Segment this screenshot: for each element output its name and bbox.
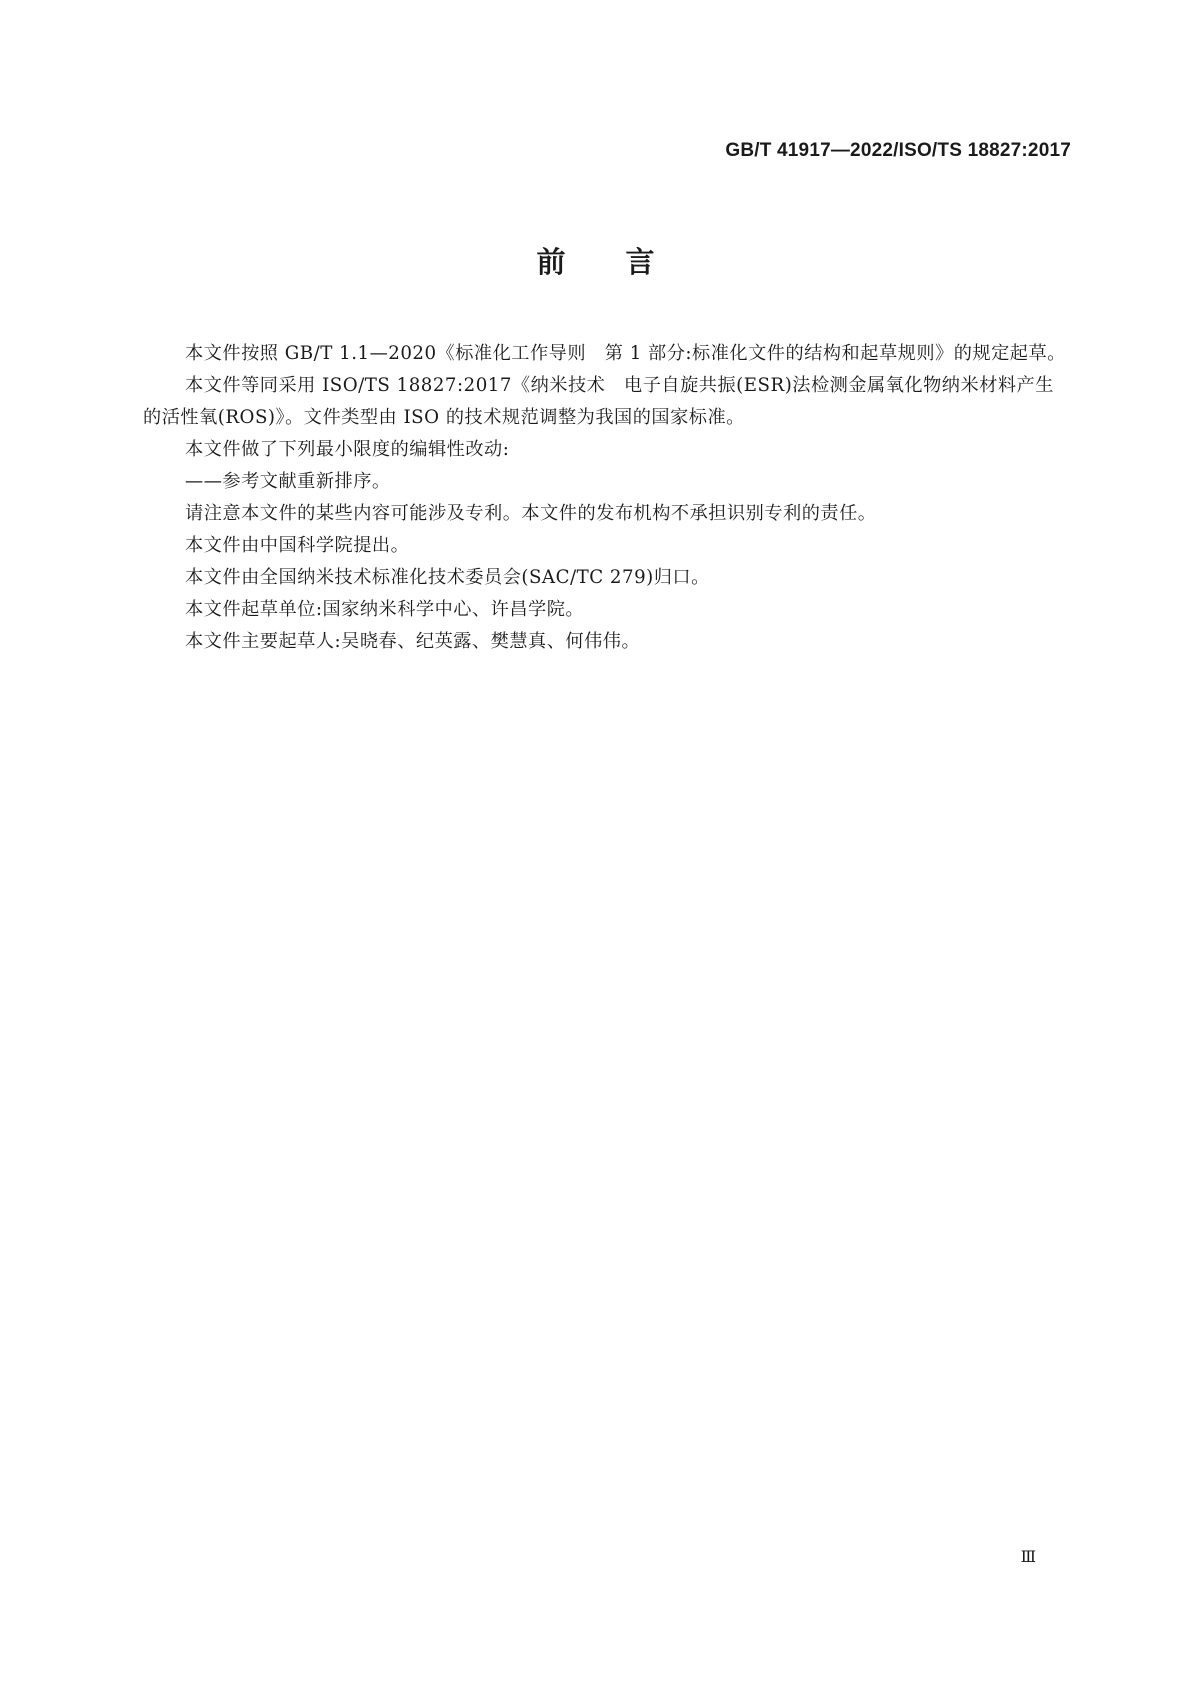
paragraph-editorial-changes: 本文件做了下列最小限度的编辑性改动: xyxy=(185,439,510,460)
foreword-body xyxy=(143,338,1068,658)
paragraph-drafting-rules: 本文件按照 GB/T 1.1—2020《标准化工作导则 第 1 部分:标准化文件的结构和起草规则》的规定起草。 xyxy=(185,343,1066,364)
paragraph-drafters: 本文件主要起草人:吴晓春、纪英露、樊慧真、何伟伟。 xyxy=(185,631,641,652)
paragraph-patent-notice: 请注意本文件的某些内容可能涉及专利。本文件的发布机构不承担识别专利的责任。 xyxy=(185,503,877,524)
paragraph-drafting-units: 本文件起草单位:国家纳米科学中心、许昌学院。 xyxy=(185,599,585,620)
paragraph-proposer: 本文件由中国科学院提出。 xyxy=(185,535,410,556)
page-title: 前言 xyxy=(536,245,715,279)
standard-number: GB/T 41917—2022/ISO/TS 18827:2017 xyxy=(725,140,1071,161)
paragraph-adoption: 本文件等同采用 ISO/TS 18827:2017《纳米技术 电子自旋共振(ESR)法检测金属氧化物纳米材料产生的活性氧(ROS)》。文件类型由 ISO 的技术规范调整为我国的国家标准。 xyxy=(143,375,1054,428)
page-number: Ⅲ xyxy=(1020,1547,1036,1566)
list-item-bibliography: ——参考文献重新排序。 xyxy=(185,471,391,492)
paragraph-committee: 本文件由全国纳米技术标准化技术委员会(SAC/TC 279)归口。 xyxy=(185,567,710,588)
